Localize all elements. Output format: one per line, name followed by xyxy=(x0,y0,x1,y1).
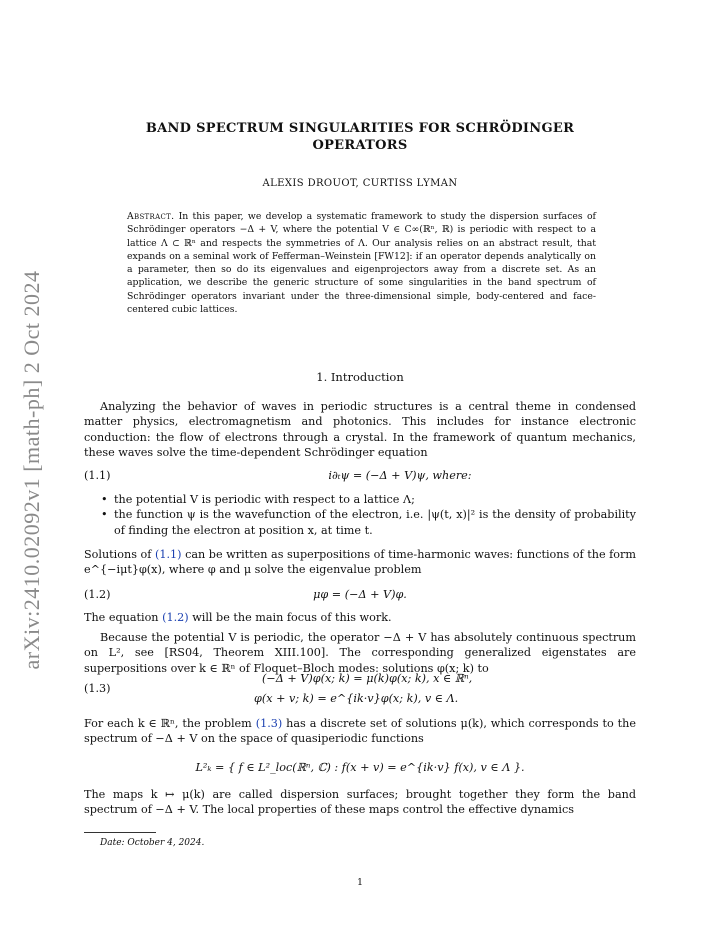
equation-line-2: φ(x + v; k) = e^{ik·v}φ(x; k), v ∈ Λ. xyxy=(254,692,459,705)
abstract-text: In this paper, we develop a systematic framework to study the dispersion surfaces of Schrödinger operators −Δ + V, where the potential V ∈ C∞(ℝⁿ, ℝ) is periodic with respect to a lattice Λ ⊂ ℝⁿ and respects the symmetries of Λ. Our analysis relies on an abstract result, that expands on a seminal work of Fefferman–Weinstein [FW12]: if an operator depends analytically on a parameter, then so do its eigenvalues and eigenprojectors away from a discrete set. As an application, we describe the generic structure of some singularities in the band spectrum of Schrödinger operators invariant under the three-dimensional simple, body-centered and face-centered cubic lattices. xyxy=(127,211,596,316)
paragraph-6: The maps k ↦ μ(k) are called dispersion surfaces; brought together they form the band spectrum of −Δ + V. The local properties of these maps control the effective dynamics xyxy=(84,788,636,817)
text: Solutions of xyxy=(84,548,152,561)
equation-number: (1.2) xyxy=(84,588,111,601)
equation-body: i∂ₜψ = (−Δ + V)ψ, where: xyxy=(328,469,472,482)
title-line-2: OPERATORS xyxy=(312,138,408,153)
arxiv-id: arXiv:2410.02092v1 [math-ph] 2 Oct 2024 xyxy=(19,270,44,670)
abstract xyxy=(127,210,596,316)
page-number: 1 xyxy=(356,877,364,888)
equation-body: L²ₖ = { f ∈ L²_loc(ℝⁿ, ℂ) : f(x + v) = e^{ik·v} f(x), v ∈ Λ }. xyxy=(195,761,525,774)
equation-link[interactable]: (1.1) xyxy=(154,548,182,561)
footnote-rule xyxy=(84,832,156,833)
equation-body: μφ = (−Δ + V)φ. xyxy=(313,588,407,601)
paragraph-3 xyxy=(84,610,636,625)
bullet-list xyxy=(84,492,636,538)
bullet-item: • the potential V is periodic with respect to a lattice Λ; xyxy=(84,492,636,507)
equation-1-1 xyxy=(84,469,636,485)
text: will be the main focus of this work. xyxy=(192,611,392,624)
equation-link[interactable]: (1.3) xyxy=(255,717,283,730)
abstract-label: Abstract. xyxy=(127,211,175,222)
section-heading: 1. Introduction xyxy=(316,370,404,384)
bullet-item: • the function ψ is the wavefunction of the electron, i.e. |ψ(t, x)|² is the density of probability of finding the electron at position x, at time t. xyxy=(84,507,636,538)
text: The equation xyxy=(84,611,159,624)
equation-number: (1.1) xyxy=(84,469,111,482)
authors: ALEXIS DROUOT, CURTISS LYMAN xyxy=(262,178,458,189)
paragraph-5 xyxy=(84,716,636,747)
text: has a discrete set of solutions μ(k), which corresponds to the spectrum of −Δ + V on the space of quasiperiodic functions xyxy=(84,717,636,746)
paper-title xyxy=(100,120,620,154)
title-line-1: BAND SPECTRUM SINGULARITIES FOR SCHRÖDINGER xyxy=(145,121,575,136)
paragraph-4: Because the potential V is periodic, the operator −Δ + V has absolutely continuous spectrum on L², see [RS04, Theorem XIII.100]. The corresponding generalized eigenstates are superpositions over k ∈ ℝⁿ of Floquet–Bloch modes: solutions φ(x; k) to xyxy=(84,631,636,675)
text: can be written as superpositions of time-harmonic waves: functions of the form e^{−iμt}φ(x), where φ and μ solve the eigenvalue problem xyxy=(84,548,636,577)
equation-1-3 xyxy=(84,672,636,708)
paragraph-2 xyxy=(84,547,636,578)
equation-link[interactable]: (1.2) xyxy=(162,611,189,624)
footnote-date: Date: October 4, 2024. xyxy=(100,838,205,848)
equation-quasiperiodic-space xyxy=(84,761,636,777)
equation-1-2 xyxy=(84,588,636,604)
paragraph-1: Analyzing the behavior of waves in periodic structures is a central theme in condensed matter physics, electromagnetism and photonics. This includes for instance electronic conduction: the flow of electrons through a crystal. In the framework of quantum mechanics, these waves solve the time-dependent Schrödinger equation xyxy=(84,400,636,459)
text: For each k ∈ ℝⁿ, the problem xyxy=(84,717,252,730)
equation-line-1: (−Δ + V)φ(x; k) = μ(k)φ(x; k), x ∈ ℝⁿ, xyxy=(262,672,473,685)
equation-number: (1.3) xyxy=(84,682,111,695)
arxiv-watermark xyxy=(8,250,56,690)
